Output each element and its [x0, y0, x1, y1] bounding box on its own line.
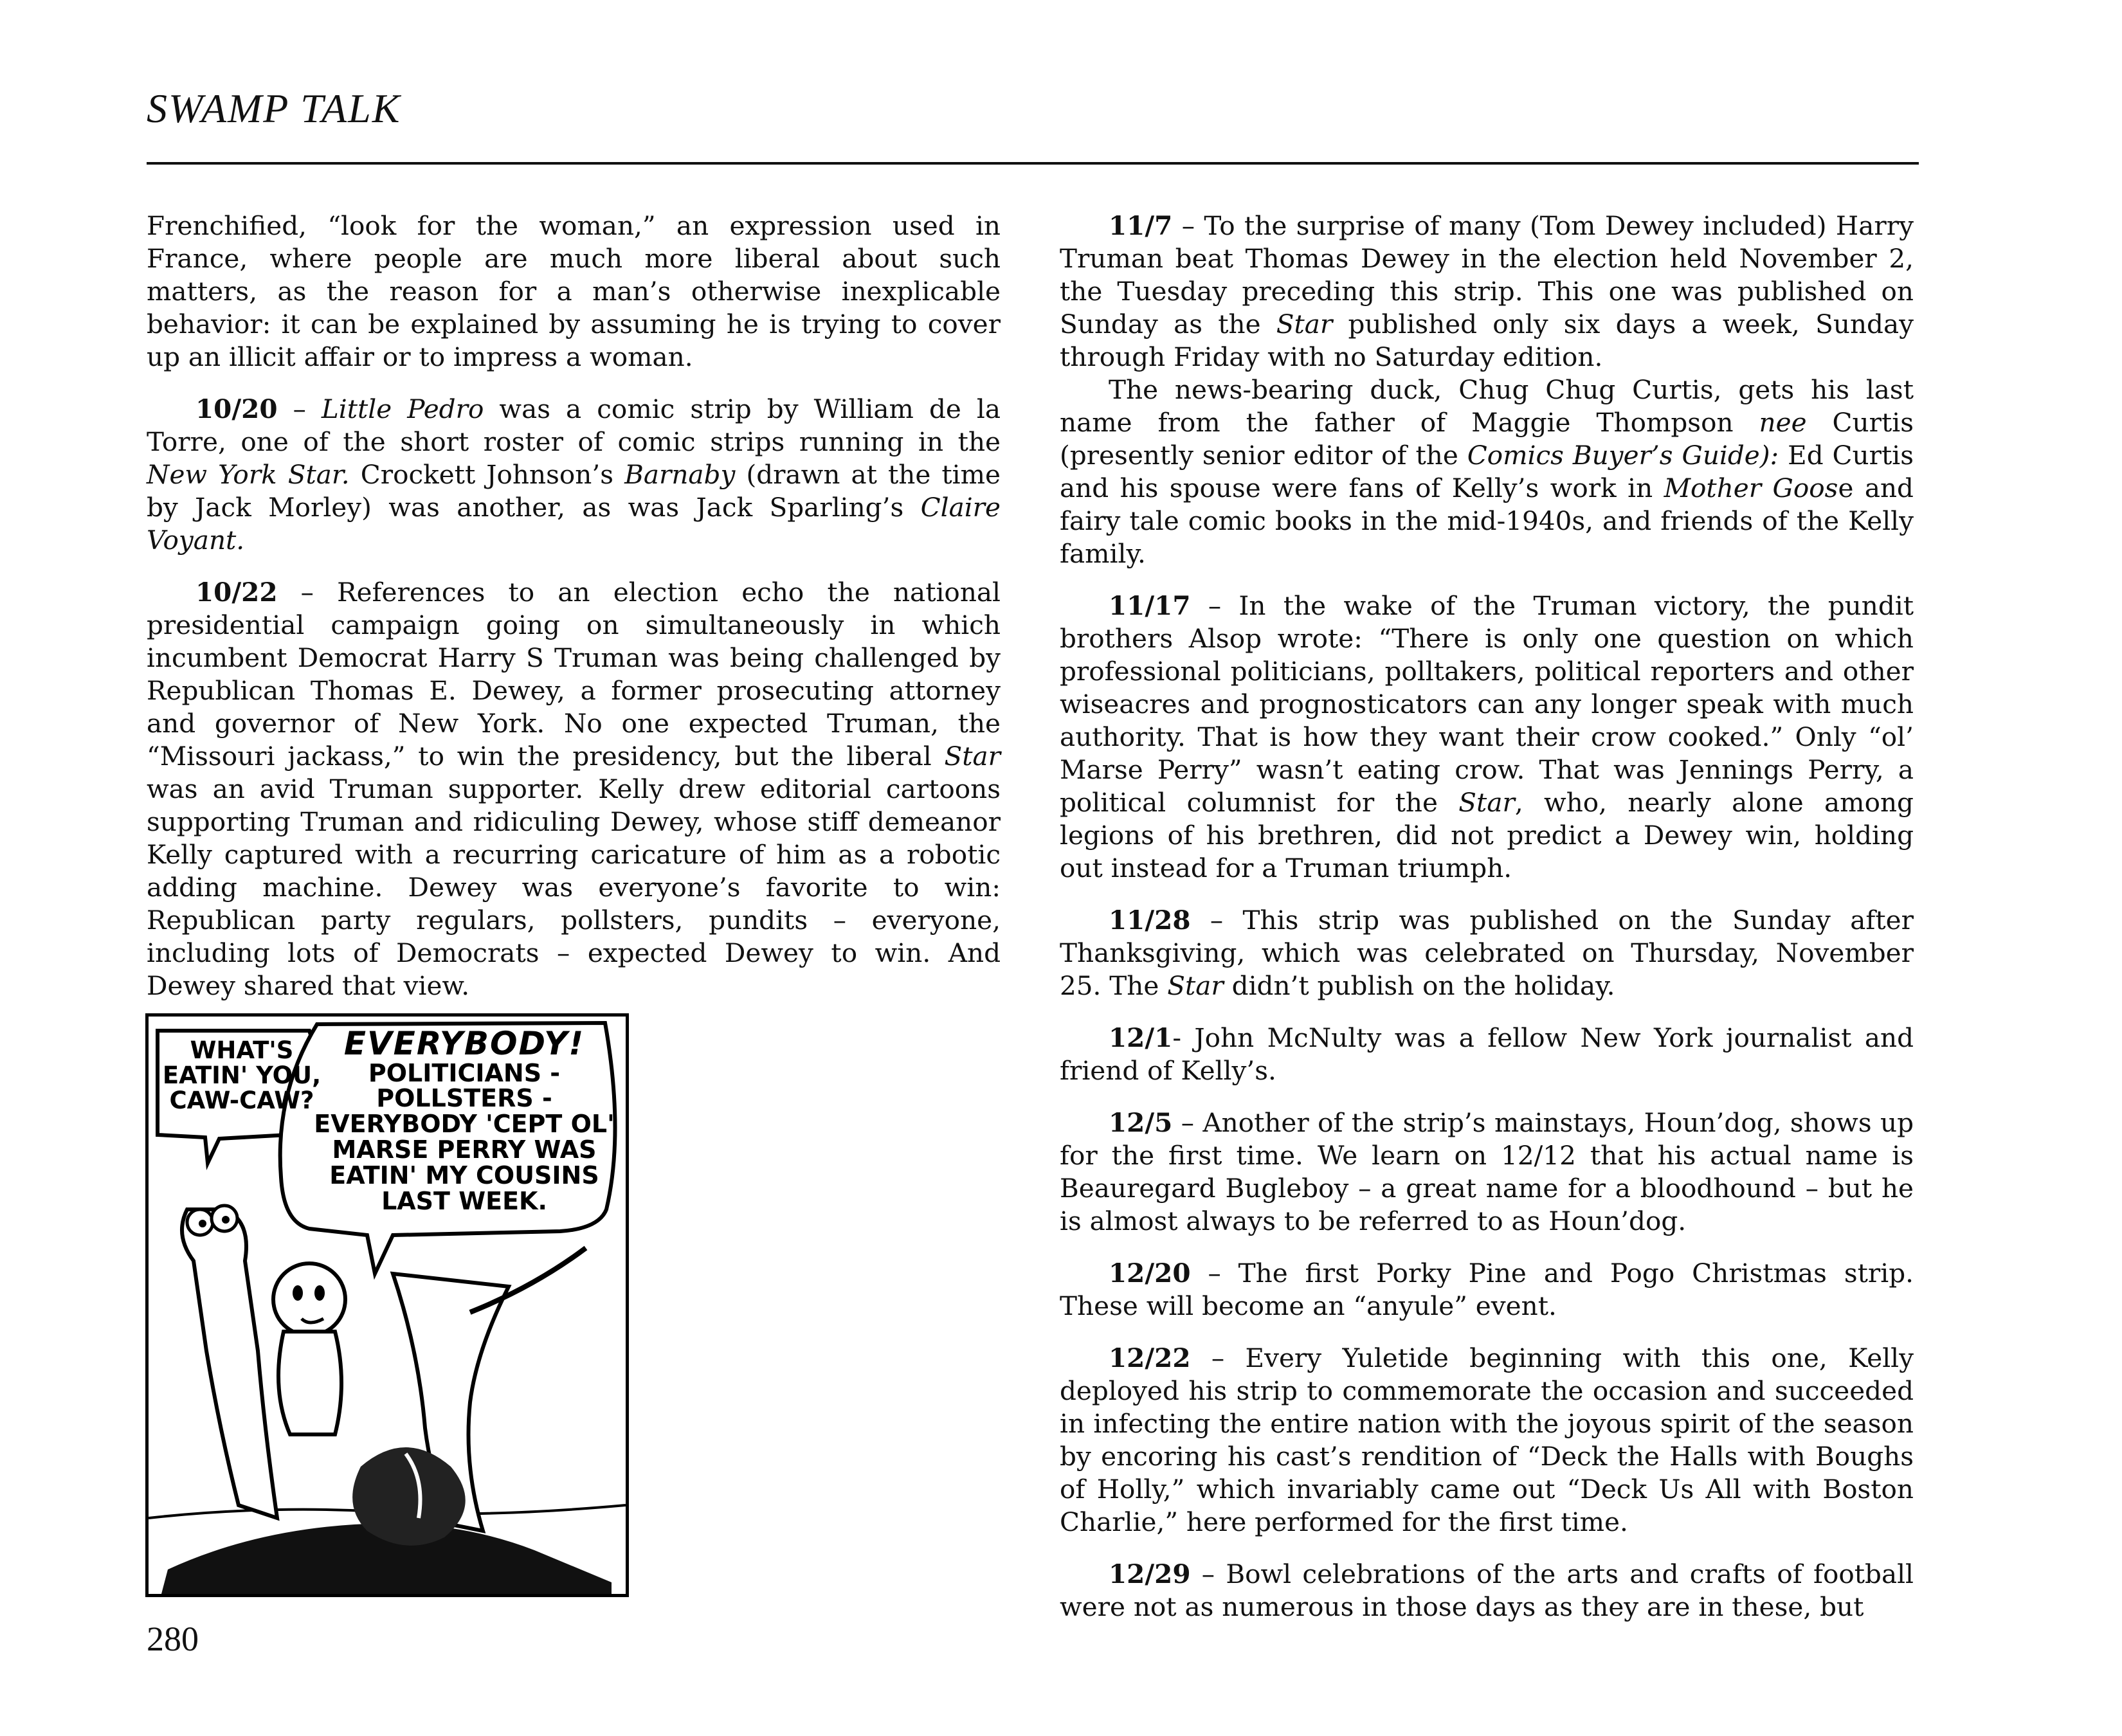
left-column — [147, 210, 1001, 1002]
entry-10-20 — [147, 393, 1001, 557]
intro-paragraph: Frenchified, “look for the woman,” an expression used in France, where people are much more liberal about such matters, as the reason for a man’s otherwise inexplicable behavior: it can be explained by assuming he is trying to cover up an illicit affair or to impress a woman. — [147, 210, 1001, 372]
newspaper-title: Star — [1458, 787, 1515, 818]
entry-date: 11/17 — [1109, 590, 1191, 621]
entry-11-7-continued — [1060, 374, 1914, 570]
entry-text: The news-bearing duck, Chug Chug Curtis, gets his last name from the father of Maggie Thompson — [1060, 374, 1914, 438]
entry-date: 10/22 — [195, 577, 278, 608]
entry-12-29 — [1060, 1558, 1914, 1623]
entry-10-22 — [147, 576, 1001, 1002]
strip-title: Claire Voyant. — [147, 492, 1001, 556]
entry-date: 12/29 — [1109, 1559, 1191, 1589]
page-number: 280 — [147, 1620, 199, 1658]
entry-date: 11/28 — [1109, 905, 1191, 936]
newspaper-title: Star — [1167, 970, 1224, 1001]
entry-date: 12/1 — [1109, 1022, 1173, 1053]
alligator-body — [182, 1209, 277, 1518]
entry-text: – The first Porky Pine and Pogo Christmas strip. These will become an “anyule” event. — [1060, 1258, 1914, 1321]
entry-text: , who, nearly alone among legions of his brethren, did not predict a Dewey win, holding out instead for a Truman triumph. — [1060, 787, 1914, 883]
entry-11-17 — [1060, 590, 1914, 885]
entry-text: – This strip was published on the Sunday after Thanksgiving, which was celebrated on Thursday, November 25. The — [1060, 905, 1914, 1001]
entry-text: Crockett Johnson’s — [349, 459, 625, 490]
balloon-left-text: WHAT'S EATIN' YOU, CAW-CAW? — [162, 1036, 322, 1114]
pogo-body — [278, 1332, 341, 1434]
comic-panel — [145, 1013, 629, 1597]
strip-title: Little Pedro — [321, 393, 484, 424]
entry-11-7 — [1060, 210, 1914, 374]
entry-text: Curtis (presently senior editor of the — [1060, 407, 1914, 471]
strip-title: Barnaby — [624, 459, 736, 490]
entry-text: published only six days a week, Sunday through Friday with no Saturday edition. — [1060, 309, 1914, 372]
entry-12-22 — [1060, 1342, 1914, 1539]
entry-date: 12/20 — [1109, 1258, 1191, 1288]
newspaper-title: Star — [944, 741, 1001, 772]
entry-text: was a comic strip by William de la Torre, one of the short roster of comic strips running in the — [147, 393, 1001, 457]
entry-12-5 — [1060, 1107, 1914, 1238]
publication-title: Comics Buyer’s Guide): — [1467, 440, 1779, 471]
entry-date: 11/7 — [1109, 210, 1173, 241]
newspaper-title: Star — [1276, 309, 1333, 339]
comic-book-title: Mother Goos — [1664, 473, 1838, 503]
balloon-body: POLITICIANS - POLLSTERS - EVERYBODY 'CEPT OL' MARSE PERRY WAS EATIN' MY COUSINS LAST WEEK. — [314, 1058, 615, 1215]
entry-12-1 — [1060, 1022, 1914, 1087]
entry-text: e and fairy tale comic books in the mid-1940s, and friends of the Kelly family. — [1060, 473, 1914, 569]
entry-text: – In the wake of the Truman victory, the pundit brothers Alsop wrote: “There is only one question on which professional politicians, polltakers, political reporters and other wiseacres and prognosticators can any longer speak with much authority. That is how they want their crow cooked.” Only “ol’ Marse Perry” wasn’t eating crow. That was Jennings Perry, a political columnist for the — [1060, 590, 1914, 818]
entry-text: – — [277, 393, 322, 424]
entry-date: 12/5 — [1109, 1107, 1173, 1138]
pogo-head — [273, 1263, 345, 1335]
entry-text: – Every Yuletide beginning with this one, Kelly deployed his strip to commemorate the occasion and succeeded in infecting the entire nation with the joyous spirit of the season by encoring his cast’s rendition of “Deck the Halls with Boughs of Holly,” which invariably came out “Deck Us All with Boston Charlie,” here performed for the first time. — [1060, 1343, 1914, 1537]
running-head-title: SWAMP TALK — [147, 86, 401, 131]
newspaper-title: New York Star. — [147, 459, 350, 490]
entry-11-28 — [1060, 904, 1914, 1002]
balloon-shout: EVERYBODY! — [343, 1025, 585, 1062]
entry-date: 10/20 — [195, 393, 278, 424]
entry-date: 12/22 — [1109, 1343, 1191, 1373]
entry-text: – To the surprise of many (Tom Dewey included) Harry Truman beat Thomas Dewey in the election held November 2, the Tuesday preceding this strip. This one was published on Sunday as the — [1060, 210, 1914, 339]
right-column — [1060, 210, 1914, 1623]
entry-text: - John McNulty was a fellow New York journalist and friend of Kelly’s. — [1060, 1022, 1914, 1086]
entry-12-20 — [1060, 1257, 1914, 1323]
entry-text: Ed Curtis and his spouse were fans of Kelly’s work in — [1060, 440, 1914, 503]
entry-text: – Another of the strip’s mainstays, Houn’dog, shows up for the first time. We learn on 12/12 that his actual name is Beauregard Bugleboy – a great name for a bloodhound – but he is almost always to be referred to as Houn’dog. — [1060, 1107, 1914, 1236]
header-rule — [147, 162, 1919, 165]
tree-branch — [470, 1248, 586, 1312]
entry-text: (drawn at the time by Jack Morley) was another, as was Jack Sparling’s — [147, 459, 1001, 523]
italic-word: nee — [1759, 407, 1807, 438]
balloon-right-text — [313, 1027, 615, 1215]
entry-text: – Bowl celebrations of the arts and crafts of football were not as numerous in those days as they are in these, but — [1060, 1559, 1914, 1622]
entry-text: didn’t publish on the holiday. — [1223, 970, 1615, 1001]
entry-text: – References to an election echo the national presidential campaign going on simultaneously in which incumbent Democrat Harry S Truman was being challenged by Republican Thomas E. Dewey, a former prosecuting attorney and governor of New York. No one expected Truman, the “Missouri jackass,” to win the presidency, but the liberal — [147, 577, 1001, 772]
entry-text: was an avid Truman supporter. Kelly drew editorial cartoons supporting Truman and ridiculing Dewey, whose stiff demeanor Kelly captured with a recurring caricature of him as a robotic adding machine. Dewey was everyone’s favorite to win: Republican party regulars, pollsters, pundits – everyone, including lots of Democrats – expected Dewey to win. And Dewey shared that view. — [147, 773, 1001, 1001]
